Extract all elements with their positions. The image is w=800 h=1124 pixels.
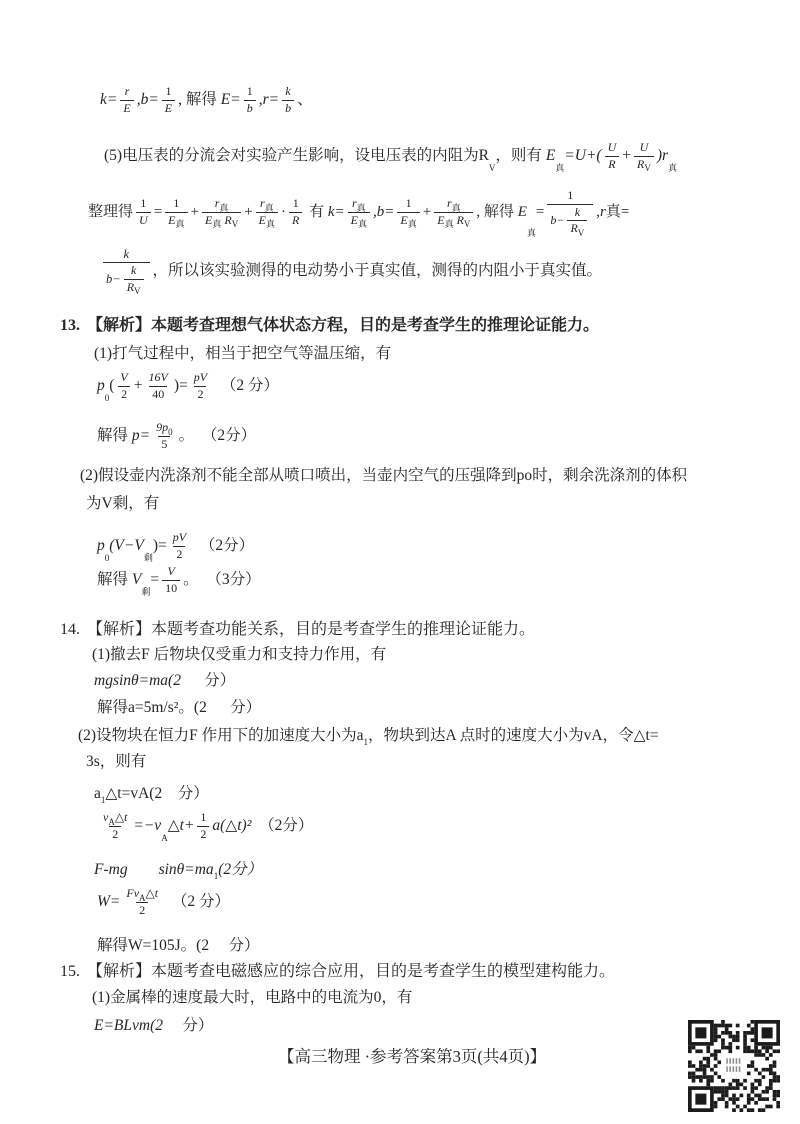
subscript: 真	[358, 219, 368, 230]
frac-denominator	[434, 212, 473, 229]
text-token: 、	[297, 91, 313, 109]
fraction	[202, 196, 241, 228]
frac-numerator	[153, 420, 176, 436]
subscript: V	[644, 163, 651, 174]
math-token: ,r	[596, 203, 606, 220]
subscript: 0	[104, 553, 110, 564]
text-token: (1)金属棒的速度最大时，电路中的电流为0，有	[92, 989, 413, 1006]
math-token: R	[453, 212, 464, 227]
math-token: a(△t)²	[212, 817, 252, 835]
frac-numerator: 1	[200, 810, 207, 824]
frac-numerator: V	[120, 370, 128, 384]
frac-denominator	[547, 204, 593, 237]
subscript: V	[463, 219, 471, 230]
frac-denominator	[124, 279, 144, 296]
text-token: 解得	[97, 571, 132, 589]
math-token: E	[545, 147, 556, 165]
frac-numerator: k	[130, 263, 137, 278]
score-note: （3分）	[198, 571, 261, 589]
section-title: 【解析】本题考查理想气体状态方程，目的是考查学生的推理论证能力。	[87, 317, 600, 334]
subscript: V	[577, 227, 585, 238]
fraction	[434, 196, 473, 228]
math-token: mgsinθ=ma(2	[94, 672, 181, 689]
text-token: ，则有	[495, 147, 546, 165]
frac-denominator: R	[605, 156, 618, 173]
score-note: （2 分）	[164, 893, 230, 911]
frac-numerator	[444, 196, 464, 212]
math-token: ,b=	[373, 203, 395, 220]
math-token: r	[446, 196, 452, 211]
fraction	[282, 84, 294, 116]
frac-denominator	[256, 212, 278, 229]
text-token: , 解得	[178, 91, 221, 109]
text-token: 。	[183, 571, 199, 589]
equation-line	[97, 420, 256, 452]
fraction-nested	[547, 188, 593, 237]
math-token: p	[97, 377, 105, 395]
math-token: W=	[97, 893, 121, 911]
frac-denominator	[165, 212, 187, 229]
fraction	[165, 196, 187, 228]
paragraph	[92, 645, 386, 665]
subscript: 真	[444, 219, 454, 230]
fraction	[153, 420, 176, 452]
section-number: 15.	[60, 963, 80, 980]
text-token: (2)假设壶内洗涤剂不能全部从喷口喷出，当壶内空气的压强降到po时，剩余洗涤剂的体积	[80, 467, 688, 484]
frac-numerator: k	[285, 84, 291, 98]
math-token: △t	[145, 886, 159, 900]
score-note: （2分）	[251, 817, 314, 835]
frac-numerator: r	[124, 84, 130, 98]
paragraph	[80, 466, 687, 486]
math-token: △t	[114, 810, 128, 824]
math-token: b−	[106, 272, 121, 287]
frac-numerator: 1	[292, 196, 299, 211]
math-token: p=	[131, 427, 151, 445]
frac-denominator: 10	[162, 580, 180, 597]
subscript: 真	[555, 163, 565, 174]
subscript: A	[139, 892, 146, 903]
frac-denominator: E	[120, 100, 133, 117]
math-token: R	[637, 156, 645, 171]
text-token: ，物块到达A 点时的速度大小为vA，令△t=	[367, 727, 659, 744]
subscript: 1	[363, 737, 368, 748]
math-token: =	[153, 203, 163, 220]
fraction	[100, 810, 130, 842]
footer-text: 【高三物理 ·参考答案第3页(共4页)】	[278, 1047, 547, 1066]
paragraph	[86, 494, 159, 514]
fraction	[136, 196, 151, 228]
subscript: 真	[212, 219, 222, 230]
equation-line	[97, 370, 279, 402]
frac-numerator	[123, 886, 161, 902]
score-note: （2 分）	[213, 377, 279, 395]
frac-denominator: E	[162, 100, 175, 117]
subscript: 0	[168, 426, 173, 437]
math-token: Fv	[126, 886, 140, 900]
subscript: 剩	[143, 553, 153, 564]
frac-denominator: 40	[149, 386, 167, 403]
text-token: 解得a=5m/s²。(2 分）	[97, 699, 262, 716]
math-token: E	[168, 212, 176, 227]
page-footer	[278, 1046, 546, 1067]
equation-line	[97, 698, 261, 718]
math-token: ,r=	[258, 91, 280, 109]
math-token: r	[351, 196, 357, 211]
equation-line	[94, 784, 209, 804]
score-note: (2分）	[218, 861, 263, 878]
math-token: =	[535, 203, 545, 220]
frac-numerator	[212, 196, 232, 212]
text-token: 为V剩，有	[86, 495, 160, 512]
frac-denominator: U	[136, 212, 151, 229]
math-token: =−v	[133, 817, 162, 835]
frac-denominator	[103, 262, 150, 295]
equation-line	[97, 810, 313, 842]
subscript: 0	[104, 393, 110, 404]
subscript: 真	[264, 202, 274, 213]
text-token: 。	[178, 427, 195, 445]
subscript: 剩	[141, 587, 151, 598]
frac-denominator: 2	[118, 386, 130, 403]
subscript: 1	[213, 871, 219, 882]
math-token: △t=vA(2 分）	[105, 785, 209, 802]
math-token: R	[126, 279, 135, 294]
paragraph	[94, 344, 391, 364]
fraction-nested	[103, 246, 150, 295]
frac-numerator: 1	[405, 196, 412, 211]
text-token: (1)打气过程中，相当于把空气等温压缩，有	[94, 345, 392, 362]
section-number: 14.	[60, 621, 80, 638]
text-token: 有	[305, 203, 328, 220]
math-token: +	[244, 203, 253, 220]
subscript: 真	[526, 227, 536, 238]
subscript: V	[488, 163, 496, 174]
frac-numerator: 1	[165, 84, 172, 98]
fraction	[123, 886, 161, 918]
paragraph	[92, 988, 412, 1008]
section-15-heading	[60, 962, 615, 983]
math-token: =	[150, 571, 160, 589]
score-note: （2分）	[194, 427, 257, 445]
text-token: 整理得	[88, 203, 134, 220]
text-token: (5)电压表的分流会对实验产生影响，设电压表的内阻为R	[104, 147, 489, 165]
section-title: 【解析】本题考查功能关系，目的是考查学生的推理论证能力。	[87, 621, 536, 638]
subscript: V	[231, 219, 239, 230]
frac-numerator: U	[639, 140, 649, 154]
text-token: 3s，则有	[86, 753, 147, 770]
math-token: a	[94, 785, 101, 802]
math-token: ,b=	[136, 91, 159, 109]
frac-denominator	[397, 212, 419, 229]
text-token: (1)撤去F 后物块仅受重力和支持力作用，有	[92, 646, 387, 663]
subscript: 真	[356, 202, 366, 213]
frac-denominator: b	[282, 100, 294, 117]
frac-denominator: 2	[136, 902, 148, 919]
equation-line	[94, 1016, 213, 1036]
math-token: b−	[550, 212, 565, 227]
math-token: =	[620, 203, 630, 220]
math-token: E	[258, 212, 266, 227]
frac-denominator: 2	[109, 826, 121, 843]
frac-numerator	[257, 196, 277, 212]
qr-code	[688, 1020, 780, 1112]
frac-numerator: 1	[246, 84, 253, 98]
frac-numerator	[349, 196, 369, 212]
math-token: r	[259, 196, 265, 211]
subscript: 真	[407, 219, 417, 230]
fraction	[162, 564, 180, 596]
math-token: +	[622, 147, 631, 165]
frac-denominator: b	[244, 100, 256, 117]
math-token: =U+(	[564, 147, 602, 165]
equation-line	[97, 564, 261, 596]
subscript: 真	[175, 219, 185, 230]
frac-numerator: U	[607, 140, 617, 154]
fraction	[197, 810, 209, 842]
math-token: r	[214, 196, 220, 211]
frac-denominator: 2	[197, 826, 209, 843]
frac-numerator: V	[167, 564, 175, 578]
frac-numerator: 16V	[148, 370, 168, 384]
fraction	[244, 84, 256, 116]
frac-denominator	[202, 212, 241, 229]
frac-denominator	[567, 220, 587, 237]
frac-denominator	[634, 156, 654, 173]
frac-denominator: R	[289, 212, 302, 229]
fraction	[605, 140, 620, 172]
math-token: R	[221, 212, 232, 227]
score-note: 分）	[163, 1017, 214, 1034]
math-token: v	[103, 810, 109, 824]
fraction	[289, 196, 302, 228]
fraction	[170, 530, 189, 562]
fraction	[191, 370, 210, 402]
score-note: （2分）	[192, 537, 255, 555]
paragraph-voltmeter	[104, 140, 677, 172]
subscript: 真	[668, 163, 678, 174]
math-token: (	[109, 377, 115, 395]
math-token: k=	[100, 91, 118, 109]
text-token: 真	[605, 203, 621, 220]
equation-line	[94, 671, 235, 691]
frac-numerator: pV	[172, 530, 187, 544]
frac-numerator: k	[123, 247, 130, 261]
math-token: E	[400, 212, 408, 227]
frac-numerator: 1	[140, 196, 147, 211]
section-title: 【解析】本题考查电磁感应的综合应用，目的是考查学生的模型建构能力。	[87, 963, 616, 980]
frac-numerator: k	[574, 204, 581, 219]
fraction	[397, 196, 419, 228]
score-note: 分）	[180, 672, 236, 689]
fraction	[146, 370, 171, 402]
frac-denominator: 2	[194, 386, 206, 403]
math-token: p	[97, 537, 105, 555]
equation-line	[94, 860, 262, 880]
section-number: 13.	[60, 317, 80, 334]
math-token: 9p	[156, 420, 169, 434]
subscript: 真	[219, 202, 229, 213]
math-token: +	[133, 377, 143, 395]
frac-numerator: 1	[173, 196, 180, 211]
section-13-heading	[60, 316, 599, 337]
math-token: E	[437, 212, 445, 227]
paragraph	[78, 726, 659, 746]
math-token: R	[570, 221, 578, 236]
math-token: )r	[656, 147, 669, 165]
frac-numerator: pV	[193, 370, 208, 384]
subscript: A	[161, 833, 168, 844]
math-token: E=	[220, 91, 241, 109]
subscript: 1	[100, 795, 106, 806]
equation-line-kb	[100, 84, 313, 116]
math-token: E	[517, 203, 527, 220]
math-token: )=	[173, 377, 188, 395]
subscript: 真	[451, 202, 461, 213]
equation-line	[97, 886, 230, 918]
text-token: (2)设物块在恒力F 作用下的加速度大小为a	[78, 727, 364, 744]
math-token: +	[422, 203, 432, 220]
frac-numerator	[100, 810, 130, 826]
math-token: +	[190, 203, 199, 220]
fraction	[348, 196, 370, 228]
section-14-heading	[60, 620, 535, 641]
frac-denominator: 5	[158, 436, 170, 453]
equation-line	[97, 936, 259, 956]
math-token: (V−V	[109, 537, 144, 555]
math-token: △t+	[167, 817, 195, 835]
fraction	[124, 263, 144, 295]
subscript: V	[134, 286, 141, 297]
text-token: , 解得	[476, 203, 518, 220]
paragraph	[86, 752, 146, 772]
math-token: E	[204, 212, 213, 227]
frac-numerator: 1	[567, 188, 574, 202]
frac-denominator	[348, 212, 370, 229]
fraction	[162, 84, 175, 116]
math-token: E=BLvm(2	[94, 1017, 164, 1034]
math-token: E	[350, 212, 358, 227]
subscript: 真	[266, 219, 276, 230]
math-token: ·	[281, 203, 287, 220]
qr-pattern	[688, 1020, 780, 1112]
text-token: ，所以该实验测得的电动势小于真实值，测得的内阻小于真实值。	[152, 261, 603, 279]
fraction	[120, 84, 133, 116]
fraction	[256, 196, 278, 228]
math-token: )=	[152, 537, 167, 555]
math-token: k=	[327, 203, 345, 220]
subscript: A	[108, 816, 115, 827]
math-token: F-mg sinθ=ma	[94, 861, 214, 878]
fraction	[567, 205, 587, 237]
fraction	[634, 140, 654, 172]
equation-line	[97, 530, 254, 562]
fraction	[117, 370, 130, 402]
conclusion-line	[100, 246, 602, 295]
frac-denominator: 2	[173, 546, 185, 563]
text-token: 解得W=105J。(2 分）	[97, 937, 260, 954]
text-token: 解得	[97, 427, 132, 445]
math-token: V	[131, 571, 142, 589]
equation-line-rearranged	[88, 188, 629, 237]
